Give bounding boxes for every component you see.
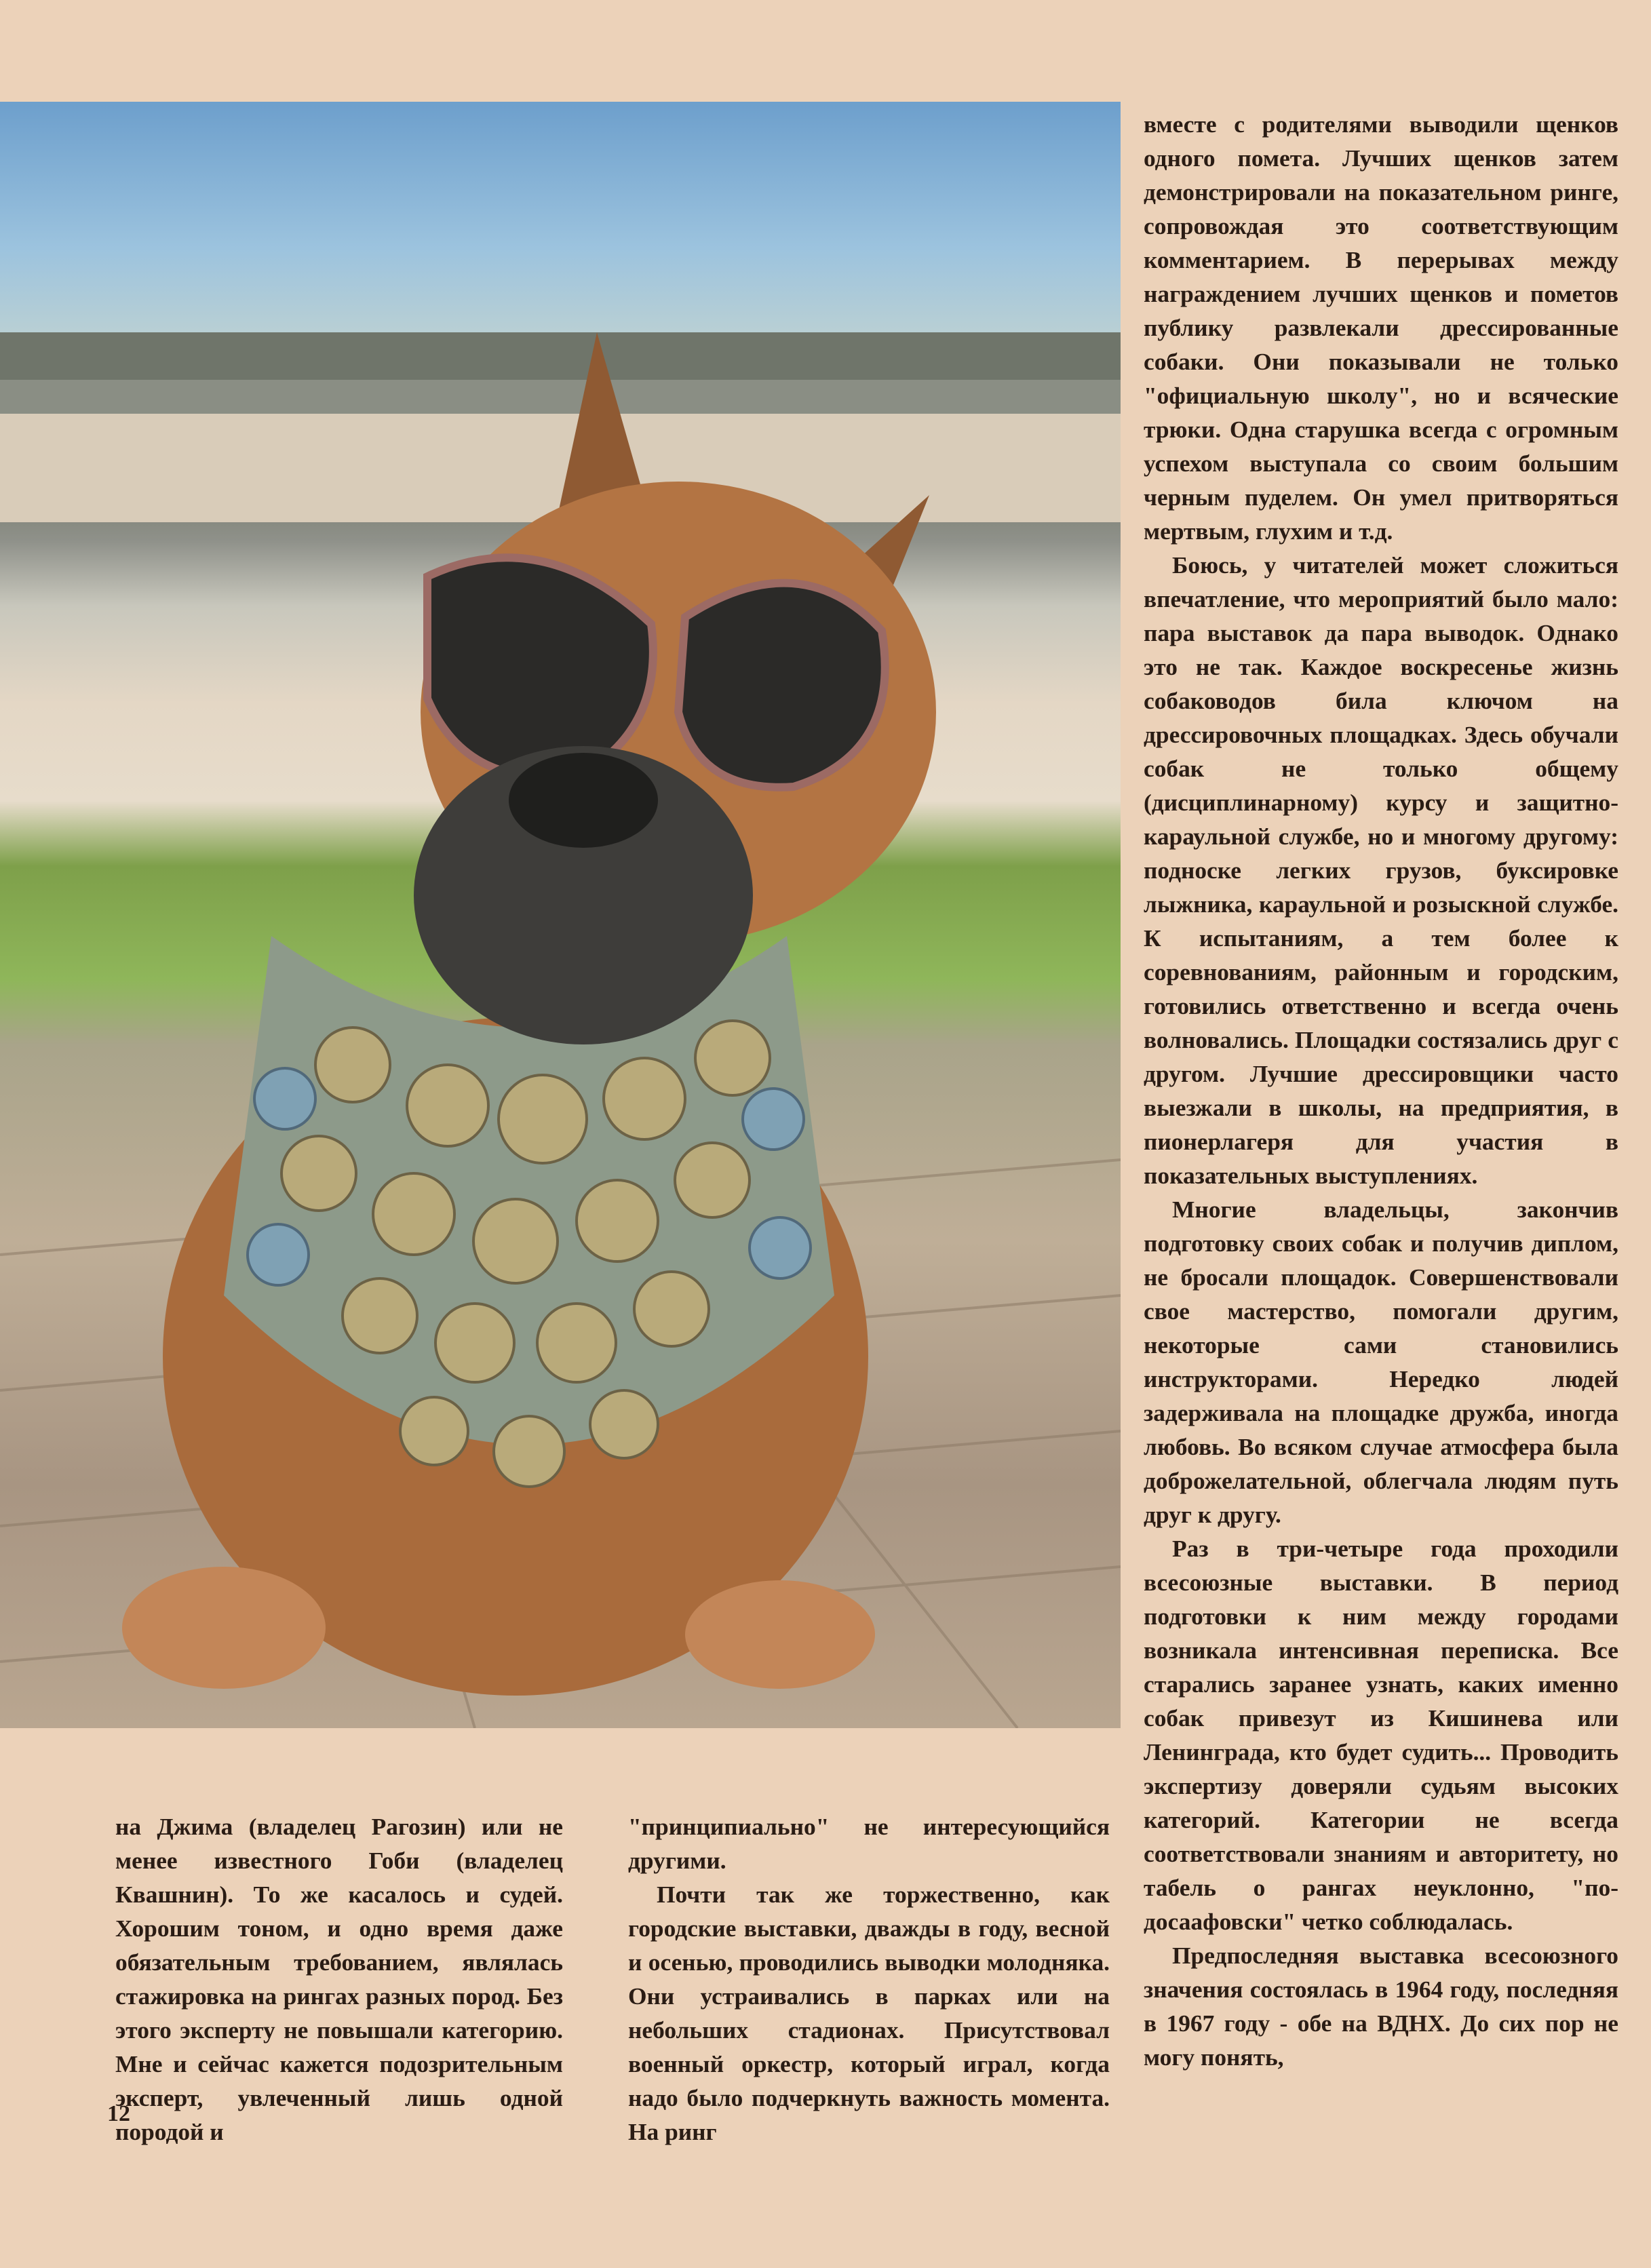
paragraph: вместе с родителями выводили щенков одного помета. Лучших щенков затем демонстрировали на показательном ринге, сопровождая это соответствующим комментарием. В перерывах между награждением лучших щенков и пометов публику развлекали дрессированные собаки. Они показывали не только "официальную школу", но и всяческие трюки. Одна старушка всегда с огромным успехом выступала со своим большим черным пуделем. Он умел притворяться мертвым, глухим и т.д. xyxy=(1144,111,1618,545)
paragraph: Предпоследняя выставка всесоюзного значения состоялась в 1964 году, последняя в 1967 году - обе на ВДНХ. До сих пор не могу понять, xyxy=(1144,1942,1618,2071)
bottom-middle-text-column xyxy=(628,1810,1110,2149)
boxer-dog-photo xyxy=(0,102,1121,1728)
paragraph: на Джима (владелец Рагозин) или не менее известного Гоби (владелец Квашнин). То же касалось и судей. Хорошим тоном, и одно время даже обязательным требованием, являлась стажировка на рингах разных пород. Без этого эксперту не повышали категорию. Мне и сейчас кажется подозрительным эксперт, увлеченный лишь одной породой и xyxy=(115,1813,563,2145)
bottom-left-text-column xyxy=(115,1810,563,2149)
page-number: 12 xyxy=(107,2101,130,2126)
paragraph: Боюсь, у читателей может сложиться впечатление, что мероприятий было мало: пара выставок да пара выводок. Однако это не так. Каждое воскресенье жизнь собаководов била ключом на дрессировочных площадках. Здесь обучали собак не только общему (дисциплинарному) курсу и защитно-караульной службе, но и многому другому: подноске легких грузов, буксировке лыжника, караульной и розыскной службе. К испытаниям, а тем более к соревнованиям, районным и городским, готовились ответственно и всегда очень волновались. Площадки состязались друг с другом. Лучшие дрессировщики часто выезжали в школы, на предприятия, в пионерлагеря для участия в показательных выступлениях. xyxy=(1144,551,1618,1189)
paragraph: Раз в три-четыре года проходили всесоюзные выставки. В период подготовки к ним между городами возникала интенсивная переписка. Все старались заранее узнать, каких именно собак привезут из Кишинева или Ленинграда, кто будет судить... Проводить экспертизу доверяли судьям высоких категорий. Категории не всегда соответствовали знаниям и авторитету, но табель о рангах неуклонно, "по-досаафовски" четко соблюдалась. xyxy=(1144,1535,1618,1935)
paragraph: Почти так же торжественно, как городские выставки, дважды в году, весной и осенью, проводились выводки молодняка. Они устраивались в парках или на небольших стадионах. Присутствовал военный оркестр, который играл, когда надо было подчеркнуть важность момента. На ринг xyxy=(628,1881,1110,2145)
paragraph: "принципиально" не интересующийся другими. xyxy=(628,1813,1110,1874)
dog-illustration xyxy=(0,102,1121,1728)
right-text-column xyxy=(1144,107,1618,2074)
paragraph: Многие владельцы, закончив подготовку своих собак и получив диплом, не бросали площадок. Совершенствовали свое мастерство, помогали другим, некоторые сами становились инструкторами. Нередко людей задерживала на площадке дружба, иногда любовь. Во всяком случае атмосфера была доброжелательной, облегчала людям путь друг к другу. xyxy=(1144,1196,1618,1528)
